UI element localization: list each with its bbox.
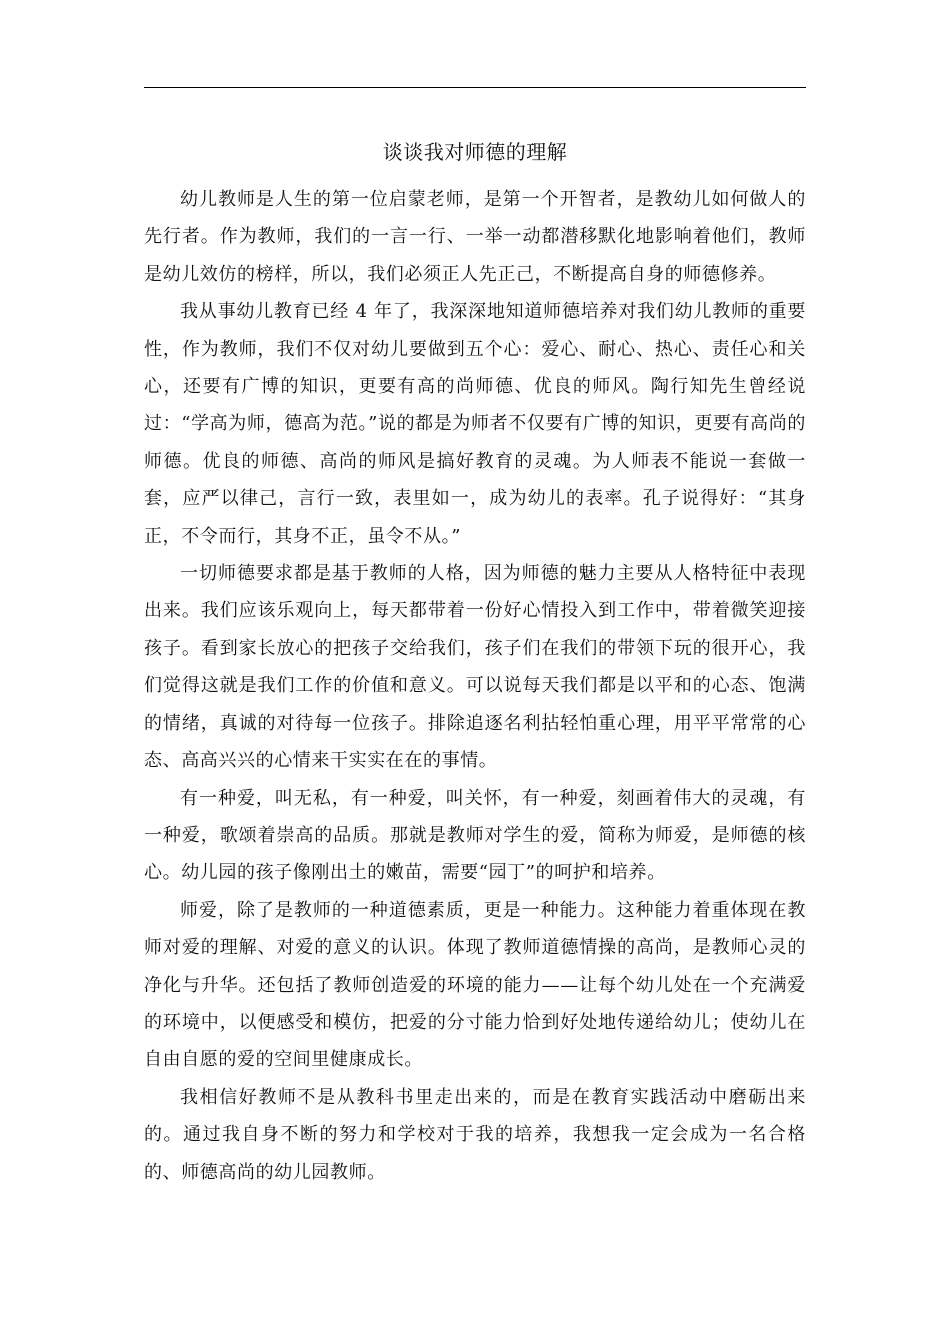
paragraph: 师爱，除了是教师的一种道德素质，更是一种能力。这种能力着重体现在教师对爱的理解、对爱的意义的认识。体现了教师道德情操的高尚，是教师心灵的净化与升华。还包括了教师创造爱的环境的能力——让每个幼儿处在一个充满爱的环境中，以便感受和模仿，把爱的分寸能力恰到好处地传递给幼儿；使幼儿在自由自愿的爱的空间里健康成长。 (144, 899, 806, 1071)
paragraph: 有一种爱，叫无私，有一种爱，叫关怀，有一种爱，刻画着伟大的灵魂，有一种爱，歌颂着崇高的品质。那就是教师对学生的爱，简称为师爱，是师德的核心。幼儿园的孩子像刚出土的嫩苗，需要“园丁”的呵护和培养。 (144, 787, 806, 884)
document-title: 谈谈我对师德的理解 (382, 140, 568, 164)
document-body (144, 181, 806, 1191)
paragraph: 我从事幼儿教育已经 4 年了，我深深地知道师德培养对我们幼儿教师的重要性，作为教师，我们不仅对幼儿要做到五个心：爱心、耐心、热心、责任心和关心，还要有广博的知识，更要有高的尚师德、优良的师风。陶行知先生曾经说过：“学高为师，德高为范。”说的都是为师者不仅要有广博的知识，更要有高尚的师德。优良的师德、高尚的师风是搞好教育的灵魂。为人师表不能说一套做一套，应严以律己，言行一致，表里如一，成为幼儿的表率。孔子说得好：“其身正，不令而行，其身不正，虽令不从。” (144, 301, 806, 547)
paragraph: 幼儿教师是人生的第一位启蒙老师，是第一个开智者，是教幼儿如何做人的先行者。作为教师，我们的一言一行、一举一动都潜移默化地影响着他们，教师是幼儿效仿的榜样，所以，我们必须正人先正己，不断提高自身的师德修养。 (144, 189, 806, 285)
paragraph: 我相信好教师不是从教科书里走出来的，而是在教育实践活动中磨砺出来的。通过我自身不断的努力和学校对于我的培养，我想我一定会成为一名合格的、师德高尚的幼儿园教师。 (144, 1086, 806, 1183)
paragraph: 一切师德要求都是基于教师的人格，因为师德的魅力主要从人格特征中表现出来。我们应该乐观向上，每天都带着一份好心情投入到工作中，带着微笑迎接孩子。看到家长放心的把孩子交给我们，孩子们在我们的带领下玩的很开心，我们觉得这就是我们工作的价值和意义。可以说每天我们都是以平和的心态、饱满的情绪，真诚的对待每一位孩子。排除追逐名利拈轻怕重心理，用平平常常的心态、高高兴兴的心情来干实实在在的事情。 (144, 563, 806, 772)
header-rule (144, 87, 806, 88)
